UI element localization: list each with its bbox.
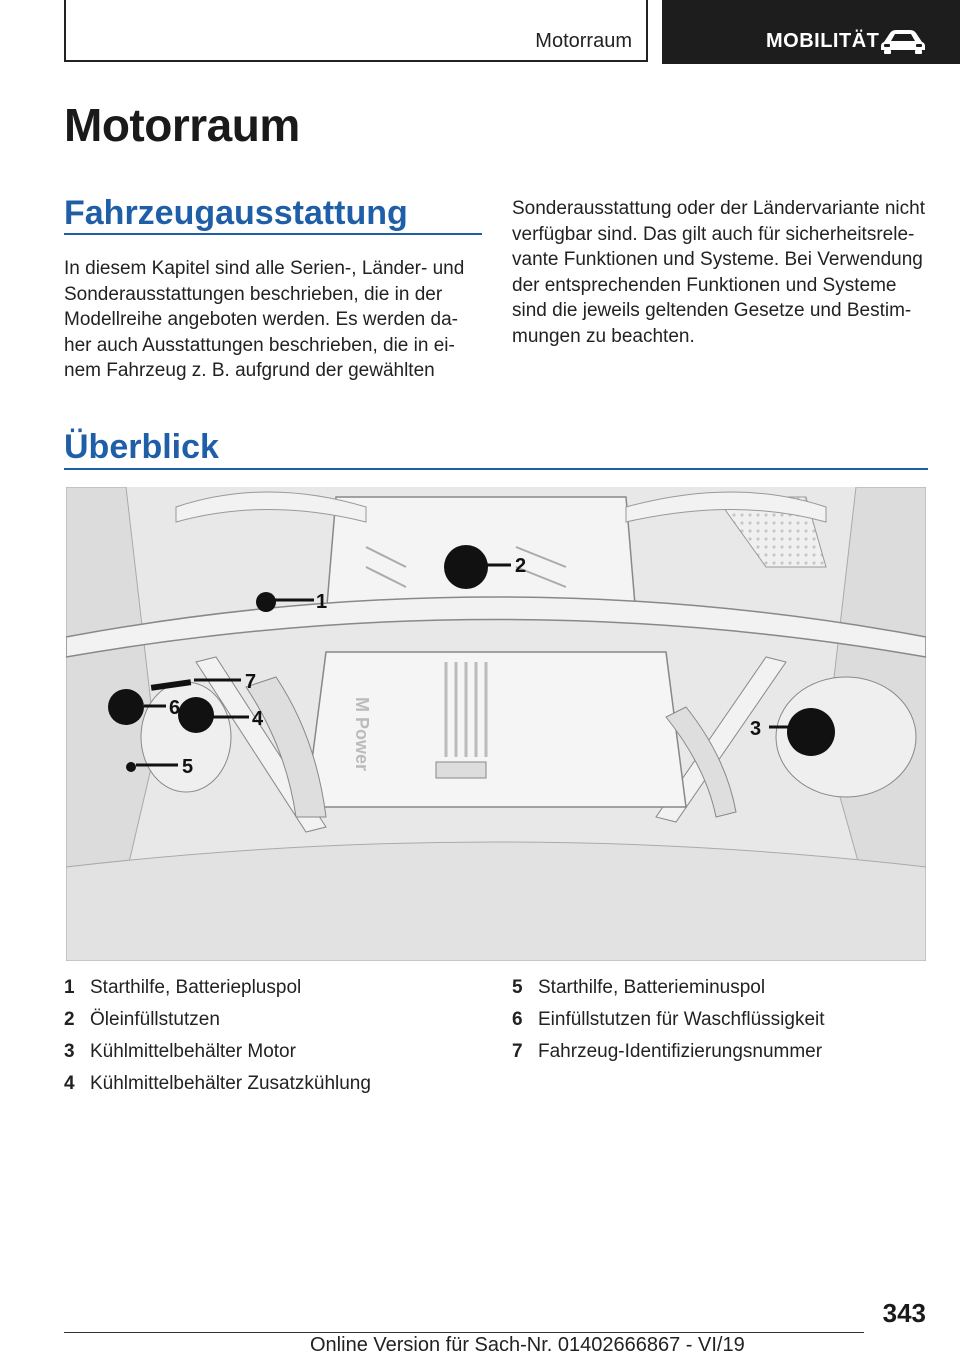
engine-bay-drawing [66,487,926,961]
legend-number: 4 [64,1073,75,1094]
legend-item [512,972,825,1004]
header-chapter-label: Motorraum [535,30,632,52]
legend-item [64,1068,371,1100]
footer-online-version: Online Version für Sach-Nr. 01402666867 - VI/19 [310,1334,745,1356]
callout-5: 5 [182,756,194,778]
equipment-text-col2: Sonderausstattung oder der Ländervariante nicht verfügbar sind. Das gilt auch für sicherheitsrele-vante Funktionen und Systeme. Bei Verwendung der entsprechenden Funktionen und Systeme sind die jeweils geltenden Gesetze und Bestim-mungen zu beachten. [512,198,925,347]
legend-text: Öleinfüllstutzen [90,1009,220,1030]
overview-heading: Überblick [64,428,219,466]
car-icon [880,28,926,54]
legend-item [512,1036,825,1068]
legend-text: Fahrzeug-Identifizierungsnummer [538,1041,823,1062]
page-title: Motorraum [64,99,300,151]
callout-2: 2 [515,555,527,577]
page-number: 343 [882,1298,926,1328]
legend-item [64,1036,371,1068]
callout-7: 7 [245,671,257,693]
equipment-heading: Fahrzeugausstattung [64,194,408,232]
legend-number: 3 [64,1041,75,1062]
header-section-tab [662,0,960,64]
equipment-heading-rule [64,233,482,235]
legend-number: 5 [512,977,523,998]
legend-number: 6 [512,1009,523,1030]
legend-number: 2 [64,1009,75,1030]
legend-right [512,972,825,1068]
footer-rule [64,1332,864,1333]
engine-bay-illustration [66,487,926,961]
equipment-text-col1: In diesem Kapitel sind alle Serien-, Länder- und Sonderausstattungen beschrieben, die in der Modellreihe angeboten werden. Es werden da-her auch Ausstattungen beschrieben, die in ei-nem Fahrzeug z. B. aufgrund der gewählten [64,258,465,381]
callout-6: 6 [169,697,181,719]
legend-text: Starthilfe, Batteriepluspol [90,977,302,998]
legend-text: Kühlmittelbehälter Motor [90,1041,296,1062]
callout-1: 1 [316,591,328,613]
engine-badge: M Power [352,697,372,772]
header-chapter-tab [64,0,648,62]
legend-number: 1 [64,977,75,998]
legend-left [64,972,371,1100]
legend-text: Einfüllstutzen für Waschflüssigkeit [538,1009,825,1030]
legend-item [64,1004,371,1036]
legend-number: 7 [512,1041,523,1062]
callout-3: 3 [750,718,762,740]
legend-text: Starthilfe, Batterieminuspol [538,977,766,998]
legend-item [64,972,371,1004]
legend-item [512,1004,825,1036]
overview-heading-rule [64,468,928,470]
legend-text: Kühlmittelbehälter Zusatzkühlung [90,1073,371,1094]
callout-4: 4 [252,708,264,730]
header-section-label: MOBILITÄT [766,30,880,52]
